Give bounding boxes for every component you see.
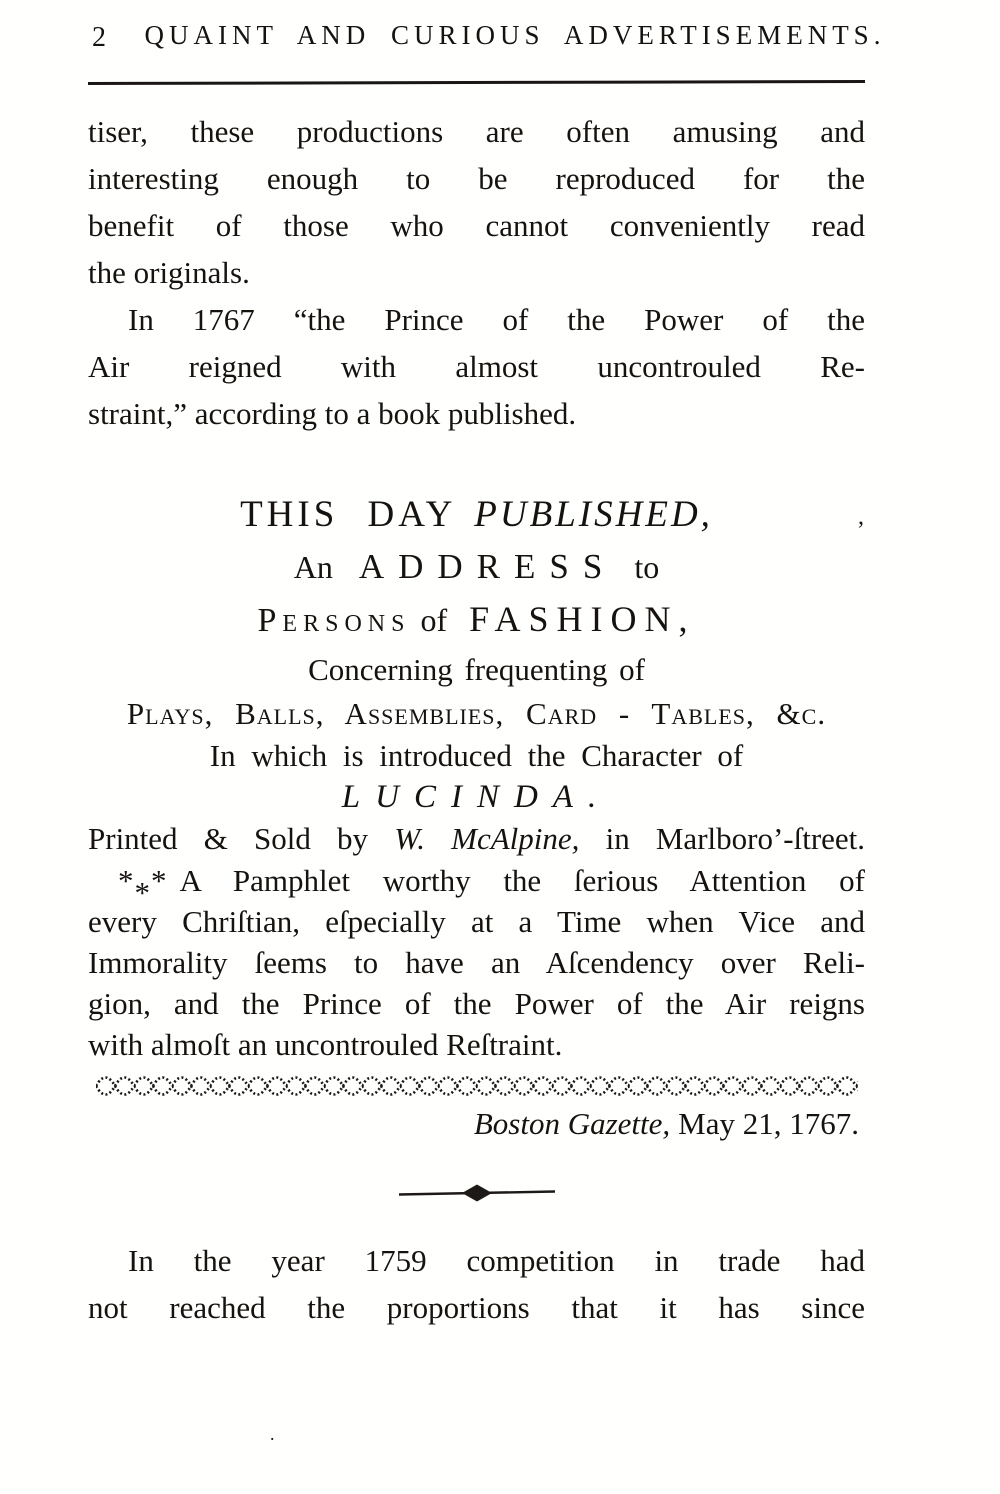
ad-title-italic: PUBLISHED, xyxy=(474,494,713,535)
asterisk-icon: * xyxy=(134,875,151,911)
ad-lucinda-line: LUCINDA. xyxy=(341,779,612,815)
ad-concerning-line: Concerning frequenting of xyxy=(308,652,645,687)
intro-paragraph-continued xyxy=(88,108,865,296)
text-line: not reached the proportions that it has since xyxy=(88,1290,865,1325)
text-line: straint,” according to a book published. xyxy=(88,396,577,431)
citation-source: Boston Gazette, xyxy=(473,1106,671,1141)
asterisk-icon: * xyxy=(151,863,168,898)
ad-title-caps: THIS DAY xyxy=(240,494,457,535)
text-line: interesting enough to be reproduced for the xyxy=(88,161,865,196)
ad-note-paragraph xyxy=(88,860,865,1065)
running-title: QUAINT AND CURIOUS ADVERTISEMENTS. xyxy=(144,20,886,50)
ad-fashion-caps: FASHION, xyxy=(469,599,696,639)
scan-artifact-dot: . xyxy=(270,1424,275,1444)
imprint-printer-name: W. McAlpine, xyxy=(394,821,580,856)
imprint-pre: Printed & Sold by xyxy=(88,821,369,856)
citation-line xyxy=(88,1103,865,1145)
closing-paragraph xyxy=(88,1237,865,1331)
note-text: A Pamphlet worthy the ſerious Attention of xyxy=(179,863,865,898)
text-line: every Chriſtian, eſpecially at a Time when Vice and xyxy=(88,904,865,939)
ad-venues-line: Plays, Balls, Assemblies, Card - Tables, &c. xyxy=(126,696,827,731)
ad-address-line xyxy=(88,541,865,593)
text-line: benefit of those who cannot conveniently read xyxy=(88,208,865,243)
ad-address-pre: An xyxy=(293,549,333,585)
page-number: 2 xyxy=(92,22,106,53)
diamond-divider xyxy=(397,1183,557,1203)
page-header xyxy=(0,0,1000,60)
text-line: the originals. xyxy=(88,255,250,290)
text-line: with almoſt an uncontrouled Reſtraint. xyxy=(88,1027,563,1062)
ad-address-caps: ADDRESS xyxy=(358,547,617,586)
braid-rule-ornament xyxy=(96,1074,858,1098)
text-column xyxy=(88,108,865,1331)
intro-paragraph-1767 xyxy=(88,296,865,437)
text-line: Immorality ſeems to have an Aſcendency over Reli- xyxy=(88,945,865,980)
ad-persons-of: of xyxy=(420,602,448,638)
text-line: tiser, these productions are often amusing and xyxy=(88,114,865,149)
text-line: In 1767 “the Prince of the Power of the xyxy=(128,302,865,337)
scan-artifact-comma: , xyxy=(858,504,864,530)
ad-title-line xyxy=(88,489,865,541)
ad-imprint-line xyxy=(88,818,865,860)
text-line: Air reigned with almost uncontrouled Re- xyxy=(88,349,865,384)
advertisement-block xyxy=(88,489,865,1065)
ad-persons-smallcaps: Persons xyxy=(257,602,411,639)
text-line: gion, and the Prince of the Power of the Air reigns xyxy=(88,986,865,1021)
asterism-mark xyxy=(118,860,168,911)
ad-persons-line xyxy=(88,593,865,647)
ad-address-post: to xyxy=(634,549,660,585)
ad-introduced-line: In which is introduced the Character of xyxy=(209,738,744,773)
citation-date: May 21, 1767. xyxy=(678,1106,859,1141)
imprint-post: in Marlboro’-ſtreet. xyxy=(605,821,866,856)
asterisk-icon: * xyxy=(118,863,135,898)
text-line xyxy=(88,860,865,911)
text-line: In the year 1759 competition in trade had xyxy=(128,1243,865,1278)
header-rule xyxy=(88,80,865,85)
